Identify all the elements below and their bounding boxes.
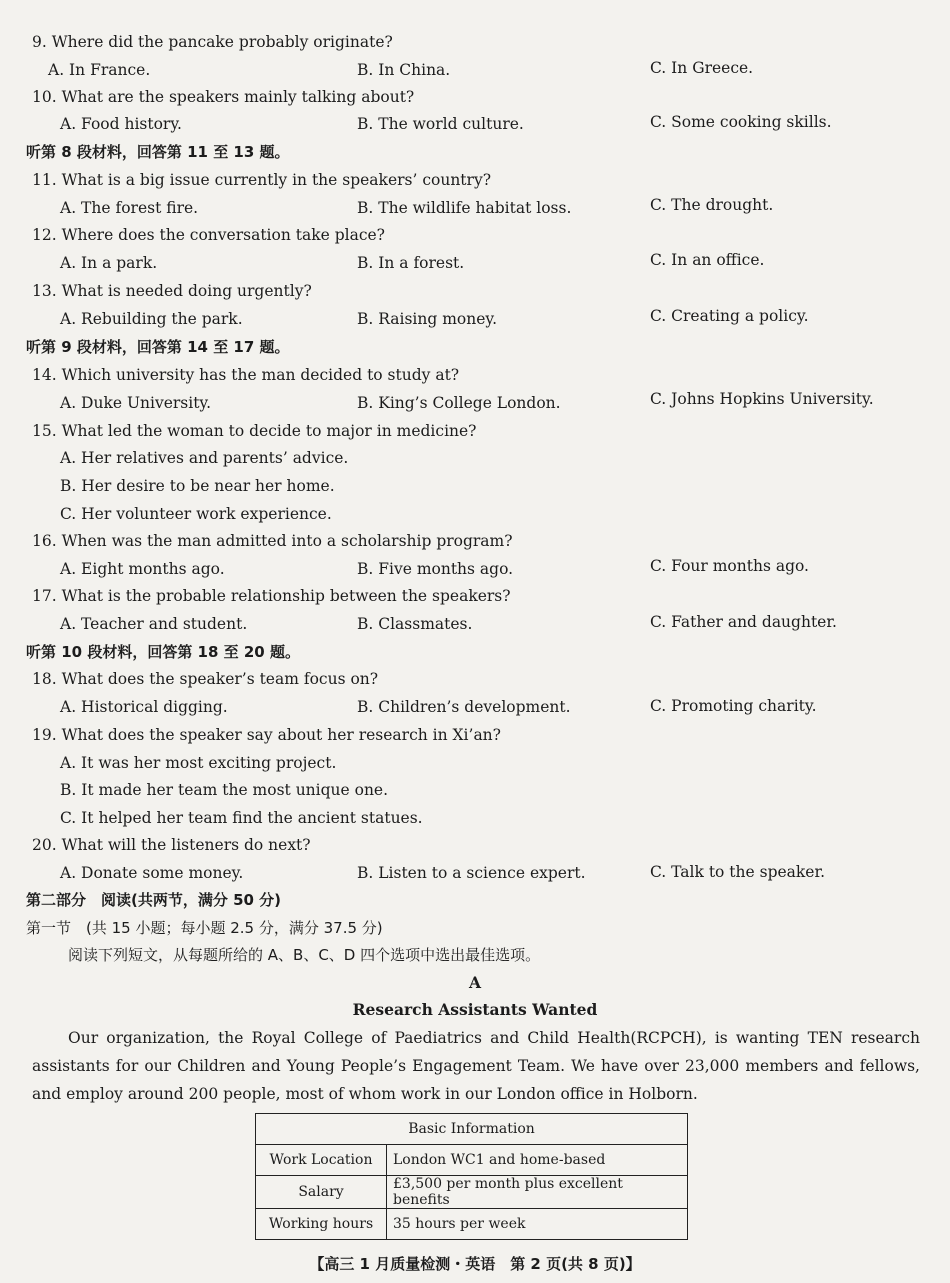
question-stem: 11. What is a big issue currently in the speakers’ country?: [32, 171, 492, 189]
section-header: 听第 9 段材料，回答第 14 至 17 题。: [26, 338, 290, 356]
option-b: B. The world culture.: [357, 115, 524, 133]
option-a: A. Historical digging.: [60, 698, 228, 716]
question-stem: 10. What are the speakers mainly talking about?: [32, 88, 415, 106]
option-a: A. Duke University.: [60, 394, 212, 412]
question-stem: 18. What does the speaker’s team focus on?: [32, 670, 379, 688]
option-b: B. Five months ago.: [357, 560, 514, 578]
option-a: A. Donate some money.: [60, 864, 244, 882]
option-c: C. Promoting charity.: [650, 697, 817, 715]
option-b: B. It made her team the most unique one.: [60, 781, 389, 799]
option-b: B. In China.: [357, 61, 451, 79]
instruction: 阅读下列短文，从每题所给的 A、B、C、D 四个选项中选出最佳选项。: [68, 946, 541, 964]
table-header-row: [256, 1114, 688, 1145]
option-a: A. It was her most exciting project.: [60, 754, 337, 772]
option-c: C. Creating a policy.: [650, 307, 809, 325]
option-b: B. Raising money.: [357, 310, 498, 328]
option-a: A. The forest fire.: [60, 199, 199, 217]
table-value: 35 hours per week: [387, 1209, 688, 1240]
option-c: C. Father and daughter.: [650, 613, 837, 631]
option-a: A. Food history.: [60, 115, 182, 133]
option-b: B. In a forest.: [357, 254, 465, 272]
section-header: 听第 8 段材料，回答第 11 至 13 题。: [26, 143, 290, 161]
option-c: C. Johns Hopkins University.: [650, 390, 874, 408]
question-stem: 12. Where does the conversation take place?: [32, 226, 385, 244]
basic-info-table: [255, 1113, 688, 1240]
option-a: A. Her relatives and parents’ advice.: [60, 449, 349, 467]
passage-paragraph: [32, 1024, 920, 1108]
table-value: £3,500 per month plus excellent benefits: [387, 1176, 688, 1209]
option-c: C. In Greece.: [650, 59, 754, 77]
option-b: B. Classmates.: [357, 615, 473, 633]
question-stem: 9. Where did the pancake probably originate?: [32, 33, 393, 51]
passage-label: A: [468, 973, 482, 992]
paragraph-text: Our organization, the Royal College of Paediatrics and Child Health(RCPCH), is wanting TEN research assistants for our Children and Young People’s Engagement Team. We have over 23,000 members and fellows, and employ around 200 people, most of whom work in our London office in Holborn.: [32, 1029, 920, 1103]
table-row: [256, 1176, 688, 1209]
option-a: A. In France.: [48, 61, 151, 79]
option-b: B. The wildlife habitat loss.: [357, 199, 572, 217]
section-title: 第一节 (共 15 小题；每小题 2.5 分，满分 37.5 分): [26, 919, 383, 937]
section-header: 听第 10 段材料，回答第 18 至 20 题。: [26, 643, 300, 661]
question-stem: 19. What does the speaker say about her research in Xi’an?: [32, 726, 501, 744]
option-b: B. King’s College London.: [357, 394, 561, 412]
part-title: 第二部分 阅读(共两节，满分 50 分): [26, 891, 282, 909]
passage-title: Research Assistants Wanted: [352, 1000, 598, 1019]
table-key: Working hours: [256, 1209, 387, 1240]
option-c: C. The drought.: [650, 196, 774, 214]
option-a: A. In a park.: [60, 254, 158, 272]
option-a: A. Rebuilding the park.: [60, 310, 243, 328]
question-stem: 15. What led the woman to decide to major in medicine?: [32, 422, 477, 440]
question-stem: 13. What is needed doing urgently?: [32, 282, 312, 300]
option-c: C. Four months ago.: [650, 557, 809, 575]
table-row: [256, 1145, 688, 1176]
table-header: Basic Information: [256, 1114, 688, 1145]
page-footer: 【高三 1 月质量检测・英语 第 2 页(共 8 页)】: [309, 1255, 641, 1273]
option-c: C. Her volunteer work experience.: [60, 505, 332, 523]
question-stem: 14. Which university has the man decided to study at?: [32, 366, 460, 384]
option-a: A. Teacher and student.: [60, 615, 248, 633]
question-stem: 20. What will the listeners do next?: [32, 836, 311, 854]
question-stem: 17. What is the probable relationship between the speakers?: [32, 587, 511, 605]
option-c: C. In an office.: [650, 251, 765, 269]
option-b: B. Listen to a science expert.: [357, 864, 586, 882]
option-c: C. Some cooking skills.: [650, 113, 832, 131]
option-a: A. Eight months ago.: [60, 560, 225, 578]
option-c: C. It helped her team find the ancient statues.: [60, 809, 423, 827]
option-c: C. Talk to the speaker.: [650, 863, 826, 881]
option-b: B. Children’s development.: [357, 698, 571, 716]
table-key: Work Location: [256, 1145, 387, 1176]
table-value: London WC1 and home-based: [387, 1145, 688, 1176]
table-key: Salary: [256, 1176, 387, 1209]
question-stem: 16. When was the man admitted into a scholarship program?: [32, 532, 513, 550]
option-b: B. Her desire to be near her home.: [60, 477, 335, 495]
table-row: [256, 1209, 688, 1240]
